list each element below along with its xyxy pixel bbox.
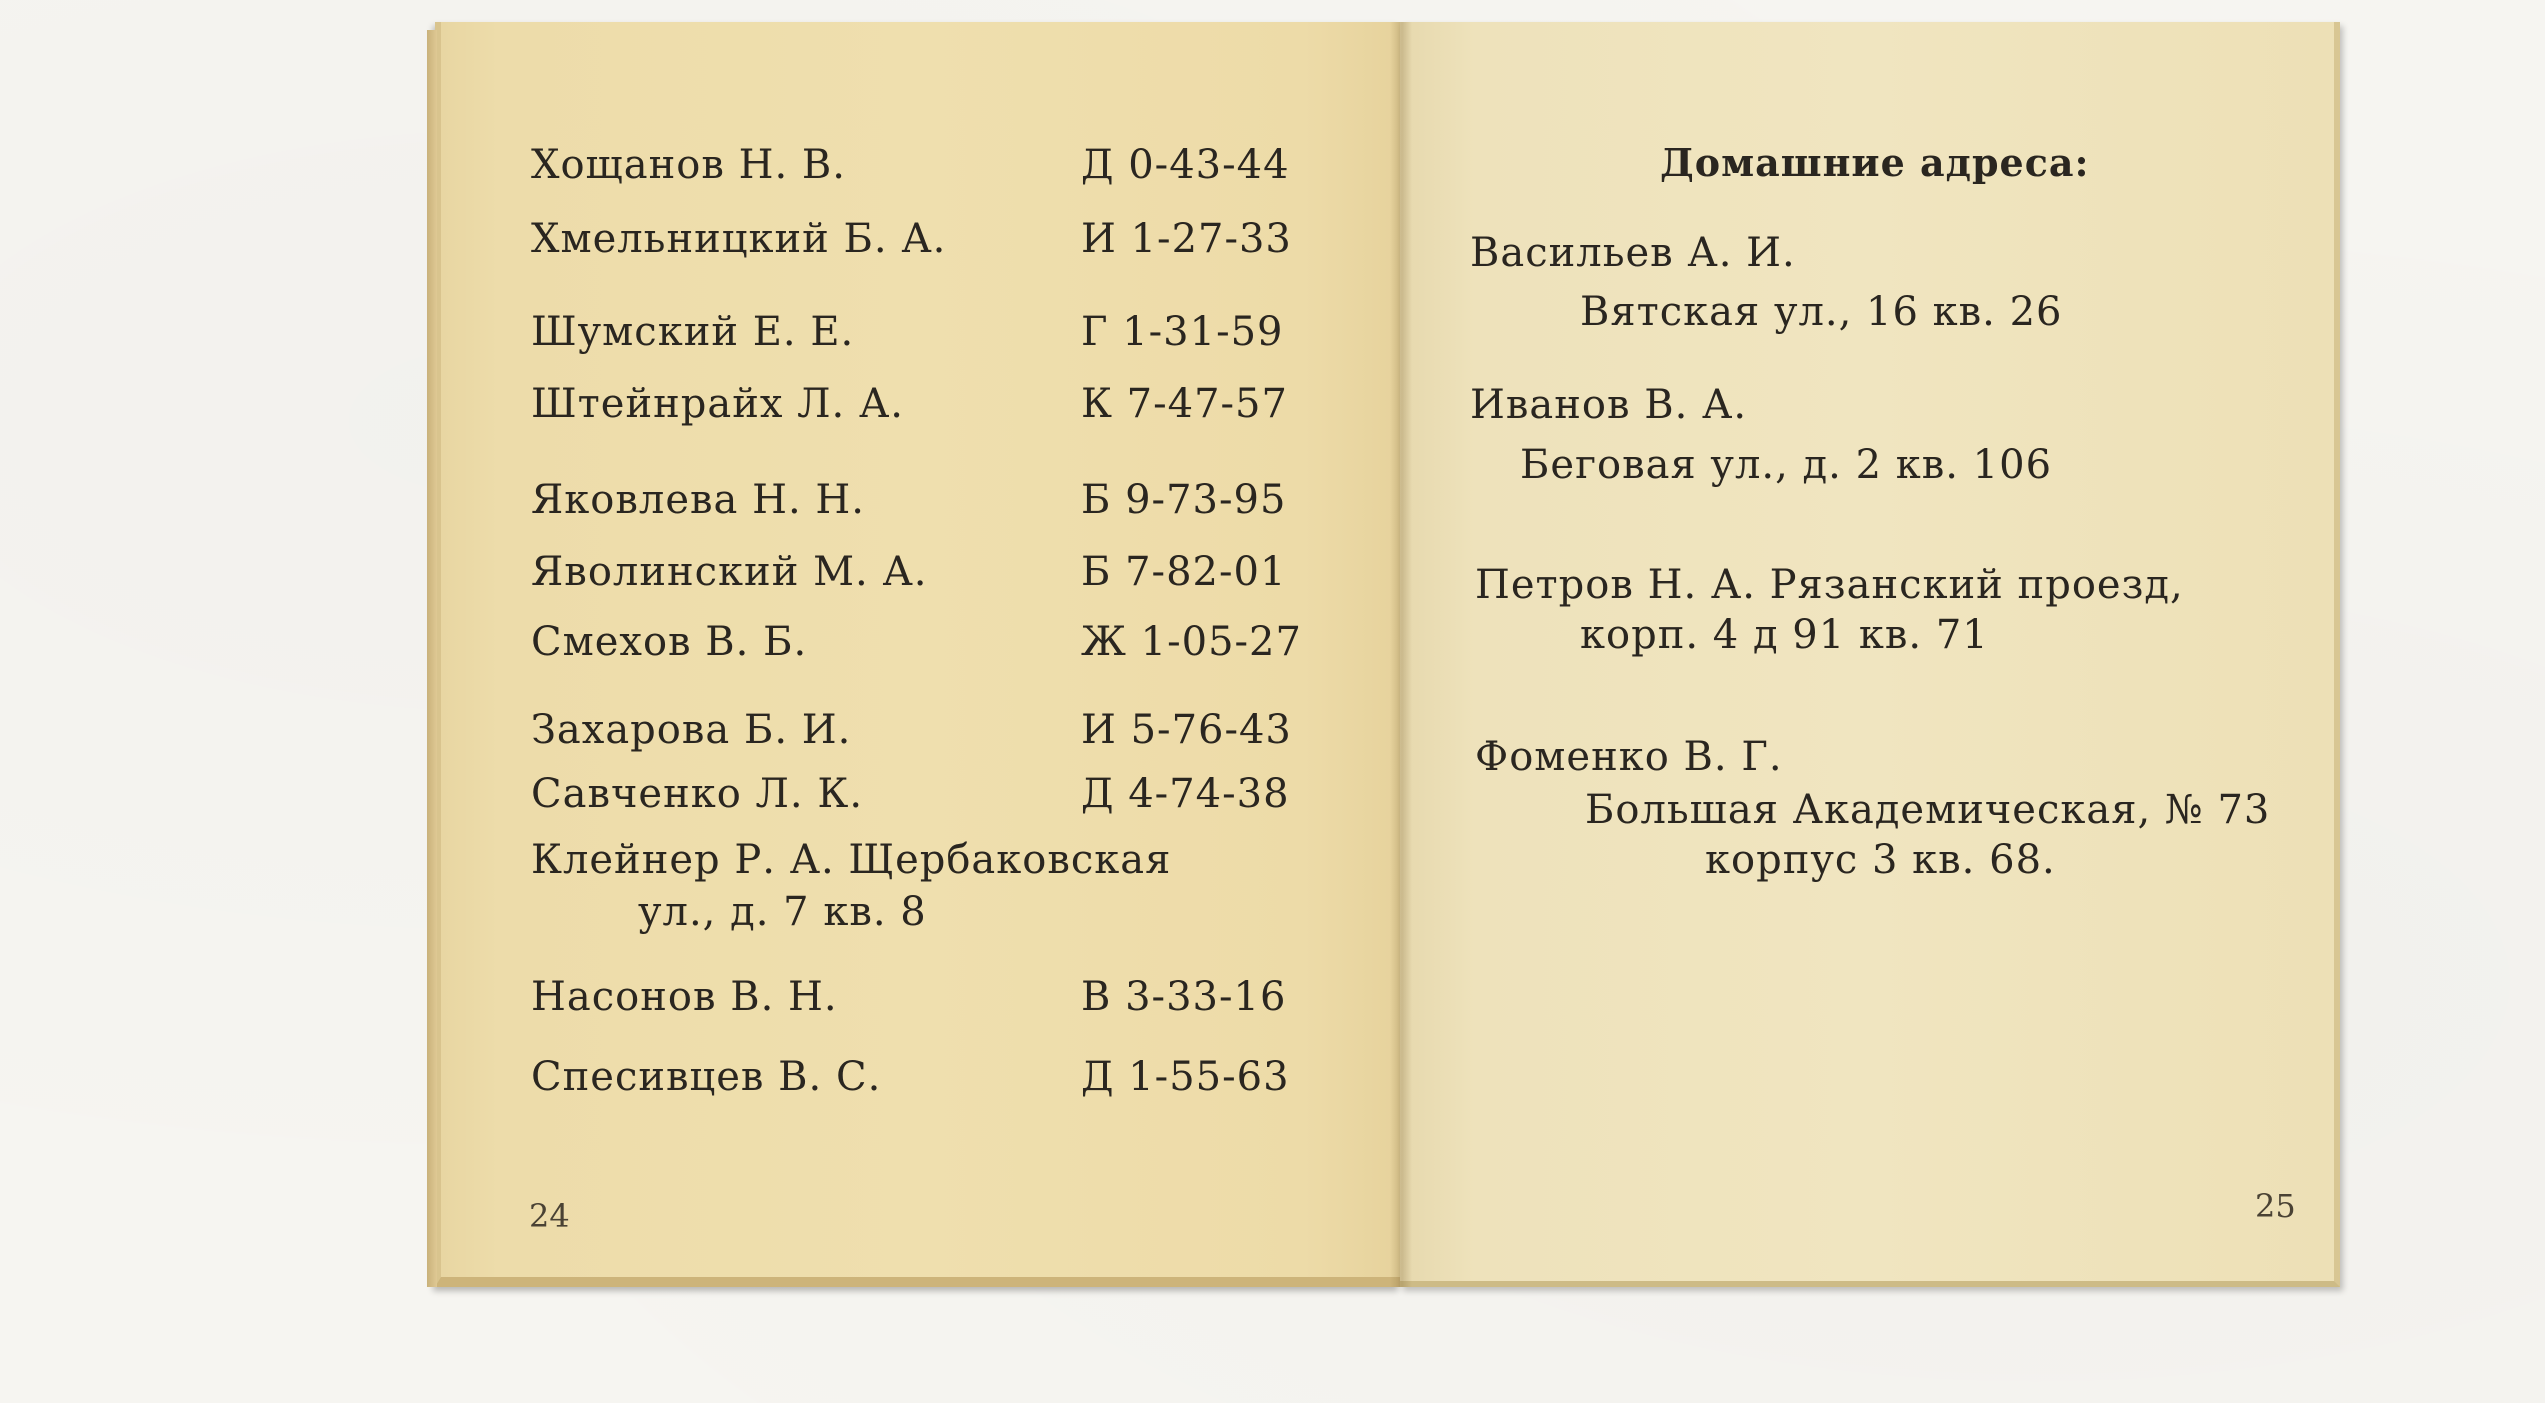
address-line: Беговая ул., д. 2 кв. 106 xyxy=(1520,442,2053,488)
entry-name: Хмельницкий Б. А. xyxy=(531,216,947,262)
address-name: Васильев А. И. xyxy=(1470,230,1796,276)
address-line: Большая Академическая, № 73 xyxy=(1585,787,2271,833)
address-name: Фоменко В. Г. xyxy=(1475,734,1783,780)
entry-phone: Д 4-74-38 xyxy=(1081,771,1290,817)
section-heading: Домашние адреса: xyxy=(1660,140,2090,185)
entry-name: Клейнер Р. А. Щербаковская xyxy=(531,837,1172,883)
entry-phone: Б 9-73-95 xyxy=(1081,477,1287,523)
page-number: 25 xyxy=(2255,1187,2296,1225)
open-booklet xyxy=(435,22,2340,1287)
entry-phone: В 3-33-16 xyxy=(1081,974,1287,1020)
address-line: корпус 3 кв. 68. xyxy=(1705,837,2056,883)
entry-name: Захарова Б. И. xyxy=(531,707,852,753)
entry-name: Шумский Е. Е. xyxy=(531,309,855,355)
book-spine xyxy=(1390,22,1412,1287)
entry-name: Штейнрайх Л. А. xyxy=(531,381,904,427)
address-name: Иванов В. А. xyxy=(1470,382,1748,428)
entry-name: Насонов В. Н. xyxy=(531,974,838,1020)
entry-phone: И 5-76-43 xyxy=(1081,707,1292,753)
entry-name: Хощанов Н. В. xyxy=(531,142,846,188)
entry-name: Яволинский М. А. xyxy=(531,549,928,595)
entry-name: Яковлева Н. Н. xyxy=(531,477,865,523)
page-number: 24 xyxy=(529,1197,570,1235)
entry-phone: Г 1-31-59 xyxy=(1081,309,1284,355)
entry-phone: Д 1-55-63 xyxy=(1081,1054,1290,1100)
entry-continuation: ул., д. 7 кв. 8 xyxy=(638,889,927,935)
right-page xyxy=(1400,22,2340,1287)
address-name: Петров Н. А. Рязанский проезд, xyxy=(1475,562,2184,608)
left-page xyxy=(435,22,1400,1287)
entry-name: Спесивцев В. С. xyxy=(531,1054,882,1100)
entry-phone: Ж 1-05-27 xyxy=(1081,619,1302,665)
address-line: корп. 4 д 91 кв. 71 xyxy=(1580,612,1989,658)
entry-phone: Б 7-82-01 xyxy=(1081,549,1287,595)
entry-phone: И 1-27-33 xyxy=(1081,216,1292,262)
entry-phone: Д 0-43-44 xyxy=(1081,142,1290,188)
entry-name: Смехов В. Б. xyxy=(531,619,808,665)
entry-phone: К 7-47-57 xyxy=(1081,381,1288,427)
address-line: Вятская ул., 16 кв. 26 xyxy=(1580,289,2063,335)
entry-name: Савченко Л. К. xyxy=(531,771,864,817)
